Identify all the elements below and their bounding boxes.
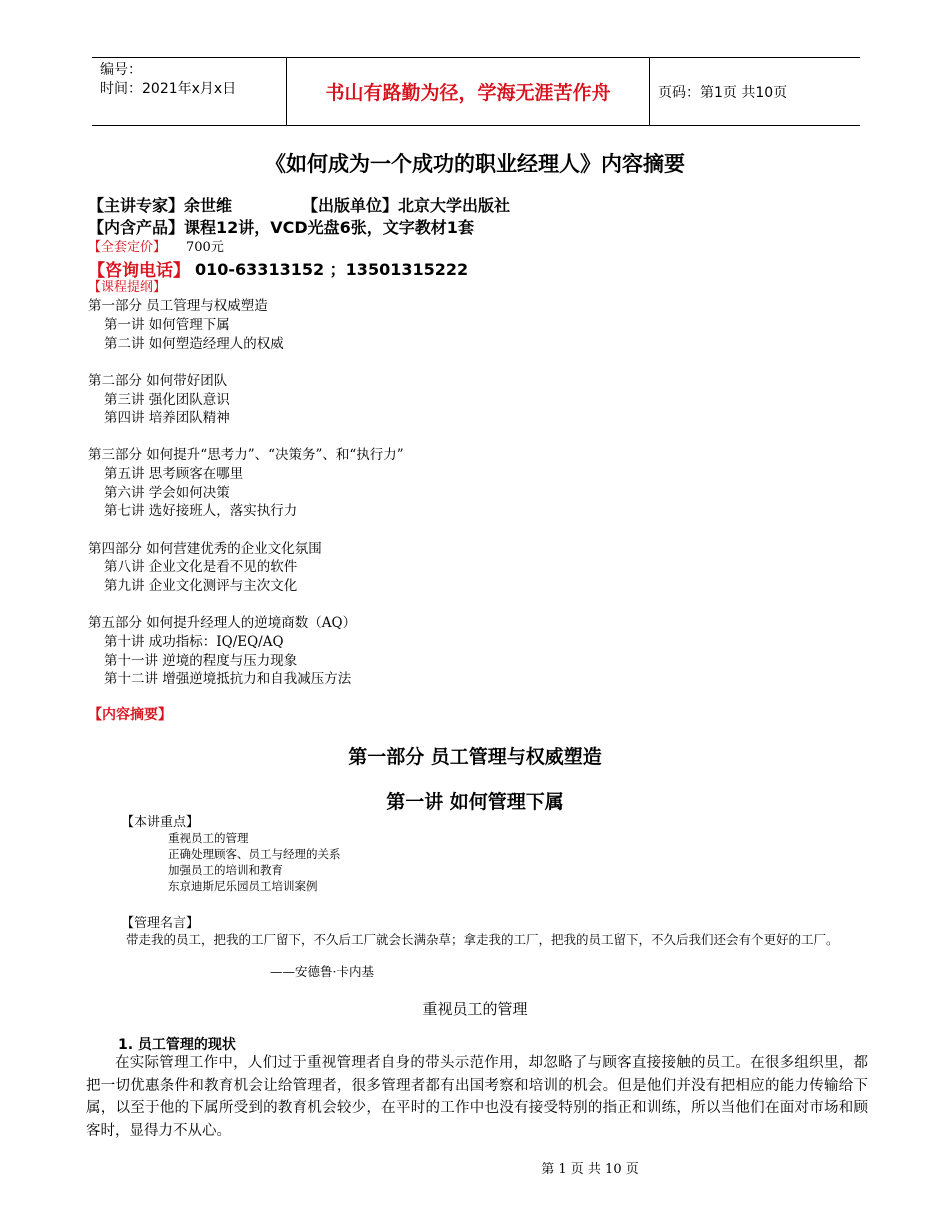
outline-lecture: 第十一讲 逆境的程度与压力现象 [104, 653, 298, 669]
outline-lecture: 第二讲 如何塑造经理人的权威 [104, 336, 284, 352]
time-label: 时间：2021年x月x日 [100, 81, 237, 97]
outline-part: 第五部分 如何提升经理人的逆境商数（AQ） [88, 615, 357, 631]
info-phone-label: 【咨询电话】 [88, 261, 190, 281]
subsection-title: 1. 员工管理的现状 [118, 1037, 236, 1053]
outline-label: 【课程提纲】 [88, 280, 167, 295]
quote-text: 带走我的员工，把我的工厂留下，不久后工厂就会长满杂草；拿走我的工厂，把我的员工留下，不久后我们还会有个更好的工厂。 [126, 932, 839, 947]
page-footer [0, 1158, 950, 1177]
info-phone-value: 010-63313152 ；13501315222 [195, 260, 469, 279]
header-meta [100, 61, 236, 99]
info-price-value: 700元 [186, 240, 224, 255]
header-motto: 书山有路勤为径，学海无涯苦作舟 [325, 82, 611, 104]
header-table [92, 57, 860, 126]
outline-lecture: 第五讲 思考顾客在哪里 [104, 466, 244, 482]
info-publisher: 【出版单位】北京大学出版社 [302, 196, 511, 215]
number-label: 编号： [100, 62, 142, 78]
outline-part: 第三部分 如何提升“思考力”、“决策务”、和“执行力” [88, 447, 404, 463]
header-page-info: 页码：第1页 共10页 [658, 85, 788, 101]
info-products: 【内含产品】课程12讲，VCD光盘6张，文字教材1套 [88, 218, 474, 237]
outline-part: 第一部分 员工管理与权威塑造 [88, 298, 268, 314]
key-point-item: 重视员工的管理 [168, 831, 249, 845]
outline-lecture: 第三讲 强化团队意识 [104, 392, 230, 408]
body-paragraph [86, 1052, 868, 1142]
key-point-item: 正确处理顾客、员工与经理的关系 [168, 847, 341, 861]
key-points-label: 【本讲重点】 [121, 815, 200, 830]
outline-lecture: 第十讲 成功指标：IQ/EQ/AQ [104, 634, 284, 650]
section-title: 重视员工的管理 [422, 1000, 528, 1018]
quote-author: ——安德鲁·卡内基 [270, 964, 374, 979]
header-divider [649, 58, 650, 125]
outline-lecture: 第十二讲 增强逆境抵抗力和自我减压方法 [104, 671, 352, 687]
footer-page-number: 第 1 页 共 10 页 [541, 1162, 639, 1177]
outline-lecture: 第九讲 企业文化测评与主次文化 [104, 578, 298, 594]
summary-label: 【内容摘要】 [88, 707, 172, 723]
lecture-heading: 第一讲 如何管理下属 [386, 791, 564, 813]
part-heading: 第一部分 员工管理与权威塑造 [348, 746, 602, 768]
header-divider [286, 58, 287, 125]
outline-lecture: 第一讲 如何管理下属 [104, 317, 230, 333]
key-point-item: 东京迪斯尼乐园员工培训案例 [168, 879, 318, 893]
document-title: 《如何成为一个成功的职业经理人》内容摘要 [265, 152, 685, 176]
body-text: 在实际管理工作中，人们过于重视管理者自身的带头示范作用，却忽略了与顾客直接接触的员工。在很多组织里，都把一切优惠条件和教育机会让给管理者，很多管理者都有出国考察和培训的机会。但是他们并没有把相应的能力传输给下属，以至于他的下属所受到的教育机会较少，在平时的工作中也没有接受特别的指正和训练，所以当他们在面对市场和顾客时，显得力不从心。 [86, 1055, 868, 1139]
outline-lecture: 第七讲 选好接班人，落实执行力 [104, 503, 298, 519]
info-price-label: 【全套定价】 [88, 240, 167, 255]
outline-part: 第二部分 如何带好团队 [88, 373, 228, 389]
info-expert: 【主讲专家】余世维 [88, 196, 233, 215]
key-point-item: 加强员工的培训和教育 [168, 863, 283, 877]
quote-label: 【管理名言】 [121, 916, 200, 931]
outline-lecture: 第八讲 企业文化是看不见的软件 [104, 559, 298, 575]
outline-part: 第四部分 如何营建优秀的企业文化氛围 [88, 541, 322, 557]
outline-lecture: 第六讲 学会如何决策 [104, 485, 230, 501]
outline-lecture: 第四讲 培养团队精神 [104, 410, 230, 426]
